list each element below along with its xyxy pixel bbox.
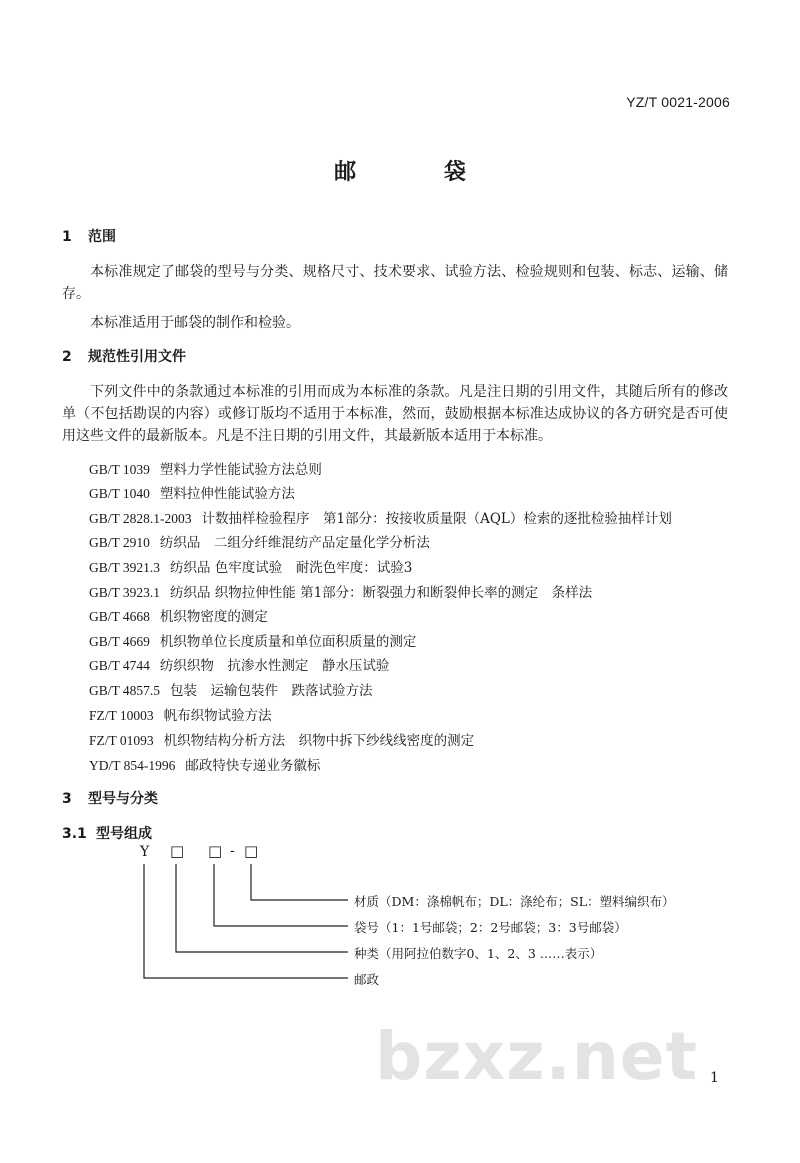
model-box-bag-number: □ — [208, 842, 223, 860]
reference-code: GB/T 3923.1 — [89, 585, 161, 600]
section-1-paragraph-2: 本标准适用于邮袋的制作和检验。 — [90, 315, 300, 331]
reference-item — [89, 581, 592, 601]
standard-code: YZ/T 0021-2006 — [626, 94, 730, 110]
label-material: 材质（DM：涤棉帆布；DL：涤纶布；SL：塑料编织布） — [354, 894, 675, 909]
label-bag-number: 袋号（1：1号邮袋；2：2号邮袋；3：3号邮袋） — [354, 920, 627, 935]
reference-title: 塑料拉伸性能试验方法 — [159, 486, 295, 502]
reference-title: 机织物单位长度质量和单位面积质量的测定 — [159, 634, 417, 650]
model-code-diagram — [130, 840, 690, 990]
reference-item — [89, 531, 430, 551]
leader-line-material — [251, 864, 348, 900]
section-number: 1 — [62, 229, 72, 245]
reference-code: GB/T 4669 — [89, 634, 150, 649]
leader-line-post — [144, 864, 348, 978]
label-kind: 种类（用阿拉伯数字0、1、2、3 ……表示） — [354, 946, 603, 961]
diagram-lines — [130, 840, 390, 990]
section-3-heading — [62, 788, 158, 808]
reference-code: GB/T 3921.3 — [89, 560, 161, 575]
reference-item — [89, 482, 295, 502]
reference-title: 邮政特快专递业务徽标 — [185, 758, 321, 774]
reference-title: 机织物结构分析方法 织物中拆下纱线线密度的测定 — [163, 733, 475, 749]
reference-item — [89, 630, 416, 650]
reference-code: GB/T 4668 — [89, 609, 150, 624]
section-number: 2 — [62, 349, 72, 365]
reference-item — [89, 654, 389, 674]
section-1-paragraph-1: 本标准规定了邮袋的型号与分类、规格尺寸、技术要求、试验方法、检验规则和包装、标志、运输、储存。 — [62, 264, 728, 302]
label-post: 邮政 — [354, 972, 380, 987]
reference-code: GB/T 1040 — [89, 486, 150, 501]
reference-item — [89, 729, 474, 749]
leader-line-bag-number — [214, 864, 348, 926]
model-box-material: □ — [244, 842, 259, 860]
reference-code: GB/T 4744 — [89, 658, 150, 673]
reference-title: 计数抽样检验程序 第1部分：按接收质量限（AQL）检索的逐批检验抽样计划 — [201, 511, 672, 527]
section-title: 范围 — [88, 229, 116, 245]
reference-code: GB/T 1039 — [89, 462, 150, 477]
model-prefix: Y — [140, 844, 150, 860]
section-title: 型号组成 — [96, 826, 152, 842]
section-title: 规范性引用文件 — [88, 349, 186, 365]
section-number: 3 — [62, 791, 72, 807]
section-2-paragraph: 下列文件中的条款通过本标准的引用而成为本标准的条款。凡是注日期的引用文件，其随后所有的修改单（不包括勘误的内容）或修订版均不适用于本标准，然而，鼓励根据本标准达成协议的各方研究是否可使用这些文件的最新版本。凡是不注日期的引用文件，其最新版本适用于本标准。 — [62, 384, 728, 444]
reference-title: 纺织品 织物拉伸性能 第1部分：断裂强力和断裂伸长率的测定 条样法 — [170, 585, 593, 601]
reference-item — [89, 458, 322, 478]
leader-line-kind — [176, 864, 348, 952]
model-dash: - — [230, 843, 235, 859]
document-title: 邮 袋 — [334, 160, 506, 185]
reference-item — [89, 605, 268, 625]
reference-item — [89, 754, 320, 774]
reference-item — [89, 679, 373, 699]
reference-title: 帆布织物试验方法 — [163, 708, 272, 724]
page-number: 1 — [710, 1070, 719, 1086]
reference-code: GB/T 2910 — [89, 535, 150, 550]
section-1-heading — [62, 226, 116, 246]
reference-item — [89, 507, 672, 527]
model-box-kind: □ — [170, 842, 185, 860]
reference-code: FZ/T 10003 — [89, 708, 154, 723]
reference-title: 塑料力学性能试验方法总则 — [159, 462, 322, 478]
reference-title: 包装 运输包装件 跌落试验方法 — [170, 683, 373, 699]
reference-title: 纺织品 二组分纤维混纺产品定量化学分析法 — [159, 535, 430, 551]
reference-title: 机织物密度的测定 — [159, 609, 268, 625]
reference-code: YD/T 854-1996 — [89, 758, 176, 773]
section-number: 3.1 — [62, 826, 87, 842]
section-title: 型号与分类 — [88, 791, 158, 807]
watermark: bzxz.net — [375, 1018, 699, 1095]
reference-item — [89, 556, 412, 576]
section-2-heading — [62, 346, 186, 366]
reference-item — [89, 704, 272, 724]
reference-code: GB/T 2828.1-2003 — [89, 511, 192, 526]
reference-code: GB/T 4857.5 — [89, 683, 161, 698]
reference-title: 纺织织物 抗渗水性测定 静水压试验 — [159, 658, 390, 674]
reference-title: 纺织品 色牢度试验 耐洗色牢度：试验3 — [170, 560, 413, 576]
reference-code: FZ/T 01093 — [89, 733, 154, 748]
